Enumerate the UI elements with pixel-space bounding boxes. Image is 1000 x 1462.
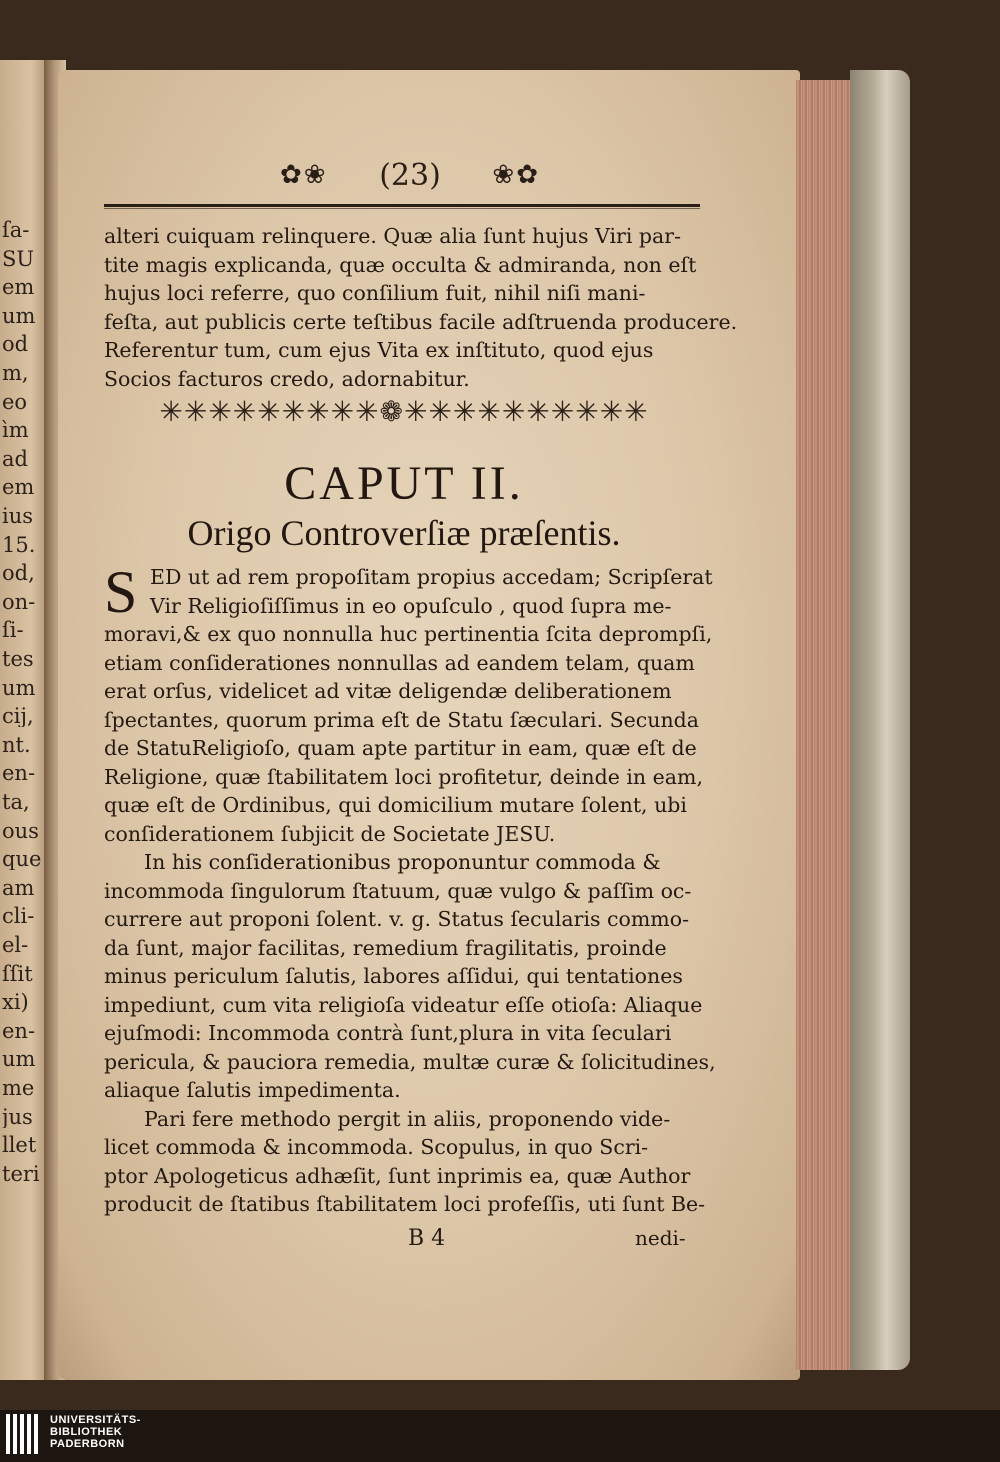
left-page-fragment: ſſit [2,963,33,985]
text-line: moravi,& ex quo nonnulla huc pertinentia ſcita deprompſi, [104,622,713,646]
left-page-fragment: en- [2,1020,36,1042]
left-page-fragment: em [2,277,35,299]
text-line: impediunt, cum vita religioſa videatur eſſe otioſa: Aliaque [104,992,703,1017]
left-page-fragment: eo [2,391,28,413]
library-logo-line3: PADERBORN [50,1438,125,1450]
left-page-fragment: m, [2,363,29,384]
text-line: pericula, & pauciora remedia, multæ curæ & ſolicitudines, [104,1049,716,1074]
text-line: currere aut proponi ſolent. v. g. Status ſecularis commo- [104,907,690,931]
header-rule-thin [104,208,700,209]
left-page-fragment: cli- [2,906,35,928]
catchword: nedi- [635,1226,686,1250]
left-page-fragment: teri [2,1163,40,1185]
left-page-fragment: SU [2,248,35,270]
text-line: alteri cuiquam relinquere. Quæ alia ſunt hujus Viri par- [104,224,681,248]
text-line: In his conſiderationibus proponuntur commoda & [144,850,661,874]
library-logo-text [50,1414,141,1450]
left-page-fragment: el- [2,935,29,956]
text-line: hujus loci referre, quo conſilium fuit, nihil niſi mani- [104,281,646,305]
text-line: da ſunt, major facilitas, remedium fragilitatis, proinde [104,935,667,960]
text-line: Vir Religioſiſſimus in eo opuſculo , quod ſupra me- [150,593,672,618]
text-line: minus periculum ſalutis, labores aſſidui, qui tentationes [104,964,683,988]
left-page-fragment: tes [2,649,34,670]
page-edges [796,80,858,1370]
star-divider: ✳✳✳✳✳✳✳✳✳❁✳✳✳✳✳✳✳✳✳✳ [159,395,649,428]
library-footer-bar [0,1410,1000,1462]
chapter-title: CAPUT II. [284,457,524,510]
text-line: de StatuReligioſo, quam apte partitur in eam, quæ eſt de [104,736,697,760]
text-line: ptor Apologeticus adhæſit, ſunt inprimis ea, quæ Author [104,1163,691,1188]
text-line: Referentur tum, cum ejus Vita ex inſtituto, quod ejus [104,338,654,362]
left-page-fragment: 15. [2,534,36,556]
library-logo-line1: UNIVERSITÄTS- [50,1414,141,1426]
left-page-fragment: me [2,1078,35,1099]
left-page-fragment: od, [2,563,35,585]
text-line: producit de ſtatibus ſtabilitatem loci profeſſis, uti ſunt Be- [104,1192,706,1216]
left-page-fragment: nt. [2,734,31,756]
text-line: etiam conſiderationes nonnullas ad eandem telam, quam [104,650,695,675]
left-page-fragment: am [2,877,35,899]
left-page-fragment: um [2,305,36,327]
left-page-fragment: ſa- [2,220,30,241]
library-logo-line2: BIBLIOTHEK [50,1426,123,1438]
left-page-fragment: ad [2,448,28,470]
left-page-fragment: jus [2,1106,33,1128]
text-line: ejuſmodi: Incommoda contrà ſunt,plura in vita ſeculari [104,1021,672,1045]
left-page-fragment: ius [2,506,34,527]
text-line: tite magis explicanda, quæ occulta & admiranda, non eſt [104,252,697,277]
left-page-fragment: em [2,477,35,499]
left-page-fragment: ous [2,820,39,842]
left-page-fragment: xi) [2,992,29,1014]
left-page-fragment: on- [2,591,36,613]
header-rule [104,204,700,207]
left-page-fragment: cij, [2,706,34,728]
signature-mark: B 4 [408,1226,446,1251]
paragraph-1 [104,222,738,393]
left-page-fragment: en- [2,763,36,785]
page-number: (23) [379,157,441,193]
page-header [280,150,540,200]
left-page-fragments [0,60,46,1380]
left-page-fragment: um [2,1049,36,1071]
chapter-subtitle: Origo Controverſiæ præſentis. [187,513,621,553]
left-page-fragment: um [2,677,36,699]
left-page-fragment: que [2,849,42,871]
text-line: ED ut ad rem propoſitam propius accedam; Scripſerat [150,565,713,589]
text-line: quæ eſt de Ordinibus, qui domicilium mutare ſolent, ubi [104,793,687,817]
text-line: erat orſus, videlicet ad vitæ deligendæ deliberationem [104,679,672,703]
left-page-fragment: ta, [2,792,30,813]
header-ornament-left: ✿❀ [280,160,328,190]
text-line: ſpectantes, quorum prima eſt de Statu ſæculari. Secunda [104,707,700,732]
text-line: Religione, quæ ſtabilitatem loci profitetur, deinde in eam, [104,764,703,789]
left-page-fragment: ìm [2,420,29,442]
text-line: conſiderationem ſubjicit de Societate JESU. [104,821,556,846]
drop-cap: S [104,559,138,625]
left-page-fragment: llet [2,1135,37,1157]
text-line: licet commoda & incommoda. Scopulus, in quo Scri- [104,1135,649,1159]
text-line: feſta, aut publicis certe teſtibus facile adſtruenda producere. [104,309,738,334]
left-page-fragment: od [2,334,29,356]
library-logo-icon [6,1414,42,1454]
header-ornament-right: ❀✿ [492,160,540,190]
left-page-fragment: ſi- [2,620,24,642]
text-line: Pari fere methodo pergit in aliis, proponendo vide- [144,1106,671,1131]
text-line: aliaque ſalutis impedimenta. [104,1078,401,1102]
text-line: incommoda ſingulorum ſtatuum, quæ vulgo & paſſim oc- [104,878,692,903]
text-line: Socios facturos credo, adornabitur. [104,366,470,391]
book-cover [850,70,910,1370]
paragraph-2 [104,559,716,1219]
